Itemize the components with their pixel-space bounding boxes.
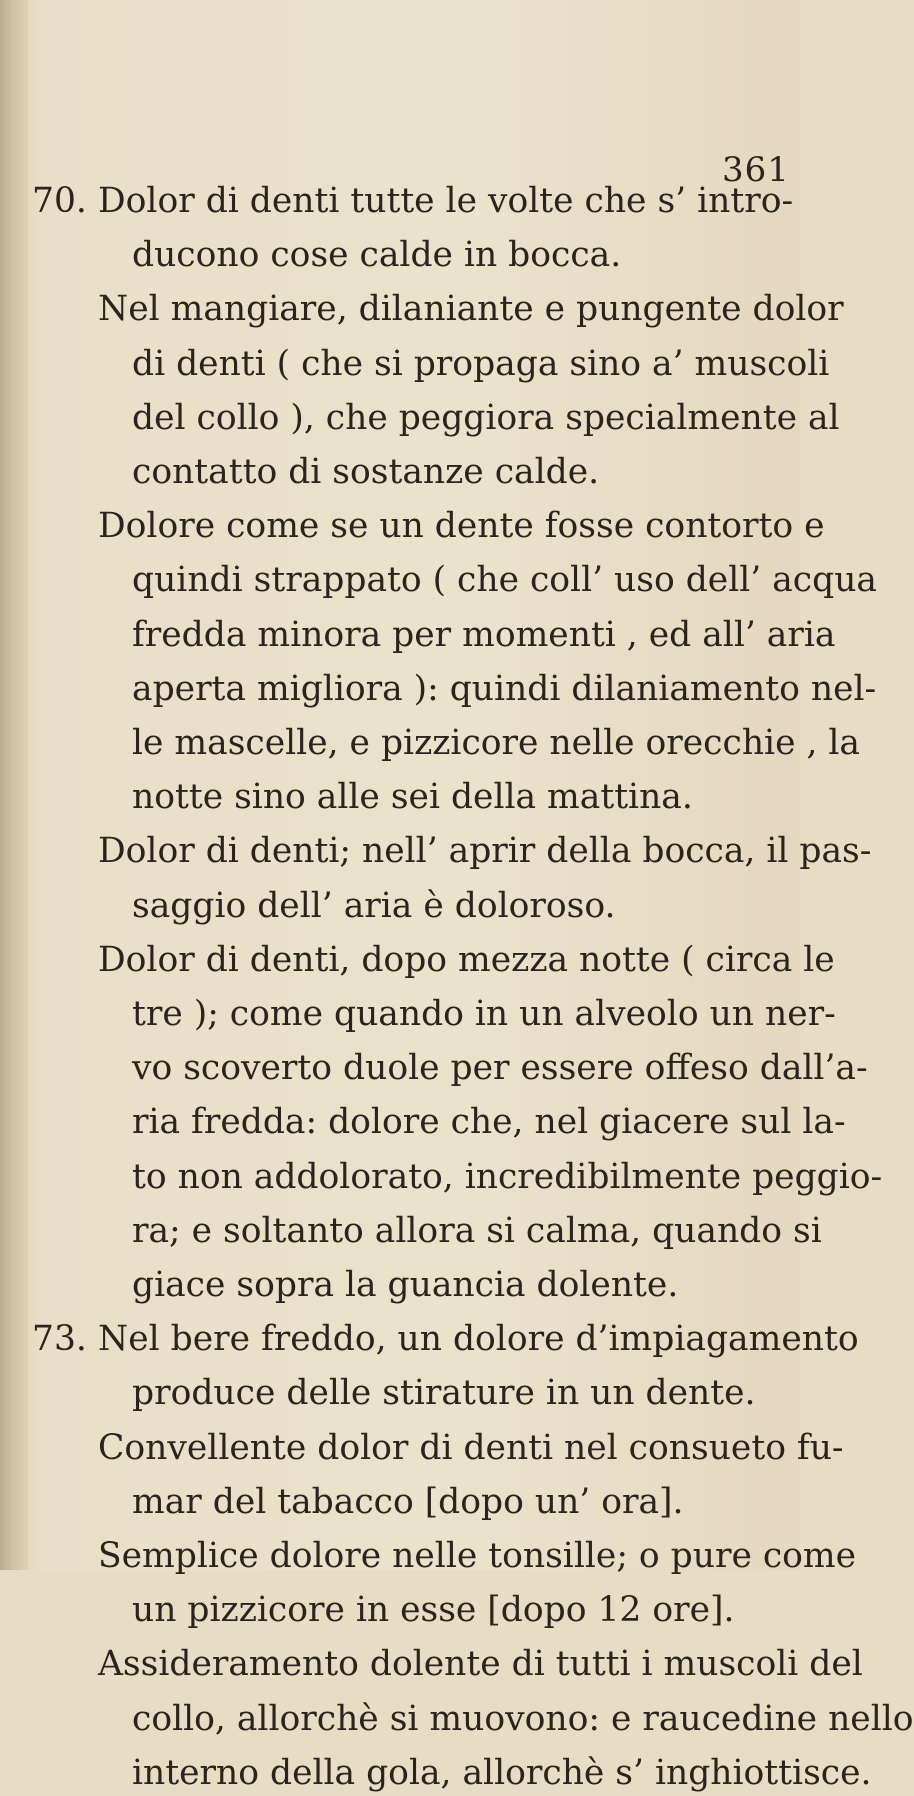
entry-number: 73.: [32, 1319, 87, 1360]
entry-line: contatto di sostanze calde.: [132, 451, 600, 492]
entry-line: Semplice dolore nelle tonsille; o pure come: [98, 1536, 857, 1576]
entry-line: to non addolorato, incredibilmente peggio-: [132, 1156, 883, 1197]
entry-number: 70.: [32, 181, 87, 221]
entry-line: Dolore come se un dente fosse contorto e: [98, 506, 825, 547]
entry-line: Nel mangiare, dilaniante e pungente dolor: [98, 289, 844, 330]
entry-line: di denti ( che si propaga sino a’ muscoli: [132, 343, 830, 384]
entry-line: giace sopra la guancia dolente.: [132, 1264, 679, 1305]
page-number: 361: [722, 150, 790, 190]
entry-line: Convellente dolor di denti nel consueto fu-: [98, 1427, 844, 1468]
entry-line: mar del tabacco [dopo un’ ora].: [132, 1481, 684, 1522]
entry-line: ra; e soltanto allora si calma, quando si: [132, 1210, 822, 1251]
entry-line: del collo ), che peggiora specialmente al: [132, 397, 840, 438]
entry-line: vo scoverto duole per essere offeso dall’a-: [132, 1048, 868, 1089]
entry-line: Assideramento dolente di tutti i muscoli del: [98, 1644, 863, 1685]
entry-line: Dolor di denti; nell’ aprir della bocca, il pas-: [98, 831, 872, 872]
entry-line: notte sino alle sei della mattina.: [132, 777, 693, 818]
entry-line: quindi strappato ( che coll’ uso dell’ acqua: [132, 560, 877, 601]
page-gutter: [0, 0, 28, 1570]
entry-line: Dolor di denti, dopo mezza notte ( circa le: [98, 939, 835, 980]
entry-line: fredda minora per momenti , ed all’ aria: [132, 614, 836, 655]
entry-line: ria fredda: dolore che, nel giacere sul la-: [132, 1102, 846, 1143]
entry-line: un pizzicore in esse [dopo 12 ore].: [132, 1590, 735, 1631]
entry-line: saggio dell’ aria è doloroso.: [132, 885, 616, 926]
entry-line: collo, allorchè si muovono: e raucedine nello: [132, 1698, 914, 1739]
entry-line: interno della gola, allorchè s’ inghiottisce.: [132, 1752, 872, 1793]
entry-line: Dolor di denti tutte le volte che s’ intro-: [98, 181, 794, 221]
entry-line: aperta migliora ): quindi dilaniamento nel-: [132, 668, 877, 709]
entry-line: ducono cose calde in bocca.: [132, 235, 622, 276]
entry-line: Nel bere freddo, un dolore d’impiagamento: [98, 1319, 859, 1360]
entry-line: produce delle stirature in un dente.: [132, 1373, 756, 1414]
entry-line: tre ); come quando in un alveolo un ner-: [132, 993, 836, 1034]
entry-line: le mascelle, e pizzicore nelle orecchie , la: [132, 722, 861, 763]
